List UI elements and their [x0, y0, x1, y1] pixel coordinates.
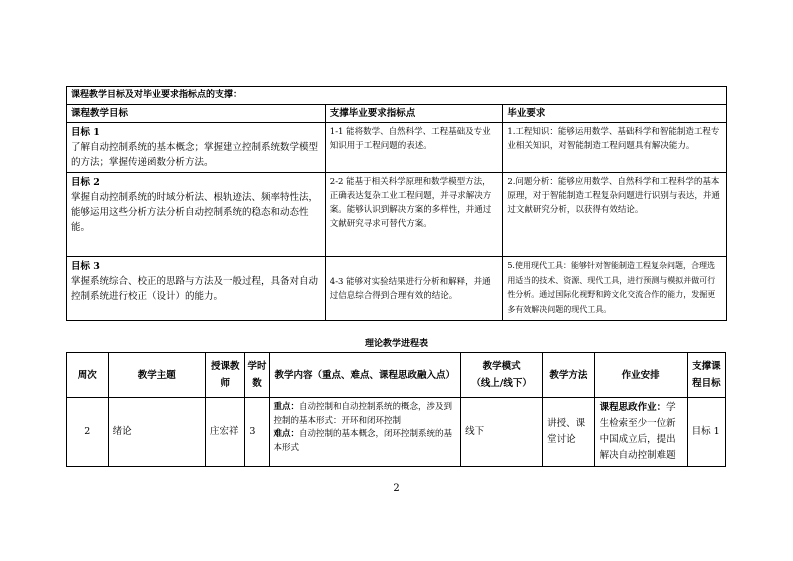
indicator-cell: 4-3 能够对实验结果进行分析和解释，并通过信息综合得到合理有效的结论。 — [325, 257, 503, 321]
header-target: 支撑课程目标 — [687, 353, 725, 398]
objective-cell — [67, 257, 326, 321]
requirement-cell: 5.使用现代工具：能够针对智能制造工程复杂问题，合理选用适当的技术、资源、现代工具，进行预测与模拟并做可行性分析。通过国际化视野和跨文化交流合作的能力，发掘更多有效解决问题的现代工具。 — [503, 257, 727, 321]
header-mode-line2: （线上/线下） — [471, 378, 532, 389]
indicator-cell: 2-2 能基于相关科学原理和数学模型方法，正确表达复杂工业工程问题，并寻求解决方案。能够认识到解决方案的多样性，并通过文献研究寻求可替代方案。 — [325, 173, 503, 257]
hours-cell: 3 — [245, 398, 269, 467]
target-cell: 目标 1 — [687, 398, 725, 467]
objective-description: 掌握系统综合、校正的思路与方法及一般过程，具备对自动控制系统进行校正（设计）的能力。 — [71, 276, 319, 302]
homework-text: 学生检索至少一位新中国成立后，提出解决自动控制难题 — [599, 402, 676, 461]
difficulty-text: 自动控制的基本概念，闭环控制系统的基本形式 — [273, 429, 453, 453]
header-content: 教学内容（重点、难点、课程思政融入点） — [269, 353, 461, 398]
objective-row — [67, 257, 727, 321]
objective-row — [67, 173, 727, 257]
header-indicator: 支撑毕业要求指标点 — [325, 105, 503, 123]
difficulty-label: 难点： — [273, 429, 300, 439]
objectives-table-title: 课程教学目标及对毕业要求指标点的支撑： — [67, 87, 727, 105]
requirement-cell: 2.问题分析：能够应用数学、自然科学和工程科学的基本原理，对于智能制造工程复杂问题进行识别与表达，并通过文献研究分析，以获得有效结论。 — [503, 173, 727, 257]
progress-table — [66, 352, 726, 467]
requirement-cell: 1.工程知识：能够运用数学、基础科学和智能制造工程专业相关知识，对智能制造工程问题具有解决能力。 — [503, 123, 727, 173]
header-mode — [461, 353, 543, 398]
objective-label: 目标 1 — [71, 127, 100, 138]
key-point-label: 重点： — [273, 402, 300, 412]
key-point-text: 自动控制和自动控制系统的概念，涉及到控制的基本形式：开环和闭环控制 — [273, 402, 453, 426]
objective-cell — [67, 123, 326, 173]
week-cell: 2 — [67, 398, 109, 467]
objective-cell — [67, 173, 326, 257]
header-mode-line1: 教学模式 — [482, 361, 521, 372]
header-requirement: 毕业要求 — [503, 105, 727, 123]
teacher-cell: 庄宏祥 — [206, 398, 245, 467]
progress-header-row — [67, 353, 726, 398]
header-method: 教学方法 — [543, 353, 594, 398]
header-homework: 作业安排 — [594, 353, 687, 398]
header-theme: 教学主题 — [108, 353, 205, 398]
objective-row — [67, 123, 727, 173]
objective-label: 目标 2 — [71, 177, 100, 188]
homework-label: 课程思政作业： — [599, 402, 667, 413]
objective-description: 了解自动控制系统的基本概念；掌握建立控制系统数学模型的方法；掌握传递函数分析方法。 — [71, 142, 319, 168]
header-teacher: 授课教师 — [206, 353, 245, 398]
method-cell: 讲授、课堂讨论 — [543, 398, 594, 467]
progress-row — [67, 398, 726, 467]
objective-description: 掌握自动控制系统的时域分析法、根轨迹法、频率特性法，能够运用这些分析方法分析自动控制系统的稳态和动态性能。 — [71, 192, 319, 233]
objectives-table — [66, 86, 727, 321]
theme-cell: 绪论 — [108, 398, 205, 467]
page-number: 2 — [393, 483, 400, 494]
content-cell — [269, 398, 461, 467]
header-course-objective: 课程教学目标 — [67, 105, 326, 123]
mode-cell: 线下 — [461, 398, 543, 467]
header-week: 周次 — [67, 353, 109, 398]
homework-cell — [594, 398, 687, 467]
progress-table-caption: 理论教学进程表 — [364, 339, 428, 349]
indicator-cell: 1-1 能将数学、自然科学、工程基础及专业知识用于工程问题的表述。 — [325, 123, 503, 173]
header-hours: 学时数 — [245, 353, 269, 398]
objective-label: 目标 3 — [71, 261, 100, 272]
